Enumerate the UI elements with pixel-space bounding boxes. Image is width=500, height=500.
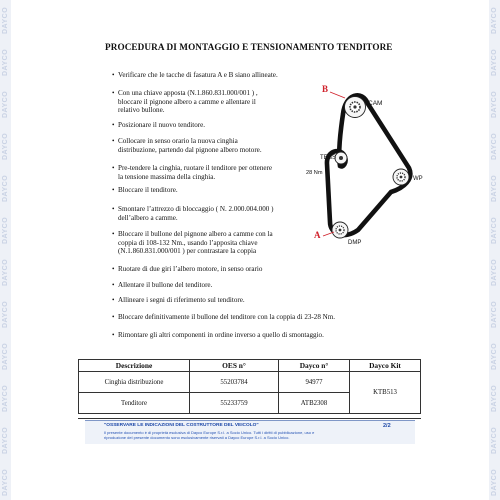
tensioner-pulley [335, 152, 347, 164]
dayco-watermark: DAYCO [2, 6, 9, 34]
step-text-line: dell’albero a camme. [118, 213, 178, 222]
timing-mark-a-arrow [323, 232, 334, 236]
footer-divider [78, 418, 421, 419]
dayco-watermark: DAYCO [2, 132, 9, 160]
step-text-line: Con una chiave apposta (N.1.860.831.000/001 ) , [118, 89, 258, 97]
footer-warning: "OSSERVARE LE INDICAZIONI DEL COSTRUTTORE DEL VEICOLO" [104, 423, 259, 428]
dayco-watermark: DAYCO [491, 342, 498, 370]
parts-table [78, 359, 421, 414]
procedure-step [112, 137, 318, 154]
procedure-step [112, 281, 318, 290]
right-watermark-stripe [489, 0, 500, 500]
bullet-icon: • [112, 230, 115, 238]
step-text-line: Verificare che le tacche di fasatura A e B siano allineate. [118, 71, 278, 79]
table-row [79, 372, 421, 393]
belt-routing-diagram [300, 84, 450, 244]
dayco-watermark: DAYCO [2, 468, 9, 496]
dayco-watermark: DAYCO [491, 216, 498, 244]
footer-legal-line-1: Il presente documento è di proprietà esclusiva di Dayco Europe S.r.l. a Socio Unico. Tutti i diritti di pubblicazione, uso e [104, 430, 315, 435]
dayco-watermark: DAYCO [2, 174, 9, 202]
cell-descrizione: Tenditore [79, 393, 190, 414]
step-text-line: Bloccare definitivamente il bullone del tenditore con la coppia di 23-28 Nm. [118, 313, 336, 321]
step-text-line: Allentare il bullone del tenditore. [118, 281, 213, 289]
bullet-icon: • [112, 89, 115, 97]
bullet-icon: • [112, 164, 115, 172]
step-text-line: Posizionare il nuovo tenditore. [118, 121, 206, 129]
step-text-line: bloccare il pignone albero a camme e allentare il [118, 97, 256, 106]
dayco-watermark: DAYCO [491, 468, 498, 496]
dayco-watermark: DAYCO [491, 174, 498, 202]
water-pump-pulley [393, 169, 409, 185]
dayco-watermark: DAYCO [491, 384, 498, 412]
timing-mark-a-label: A [314, 230, 321, 240]
step-text-line: Collocare in senso orario la nuova cinghia [118, 137, 238, 145]
page-number: 2/2 [383, 423, 391, 429]
procedure-step [112, 164, 318, 181]
timing-belt [327, 95, 410, 235]
cell-dayco: ATB2308 [279, 393, 350, 414]
step-text-line: distribuzione, partendo dal pignone albero motore. [118, 145, 262, 154]
timing-mark-b-label: B [322, 84, 329, 94]
bullet-icon: • [112, 313, 115, 321]
dayco-watermark: DAYCO [491, 300, 498, 328]
cell-oes: 55233759 [190, 393, 279, 414]
bullet-icon: • [112, 331, 115, 339]
procedure-step [112, 313, 336, 322]
procedure-step [112, 205, 318, 222]
step-text-line: Rimontare gli altri componenti in ordine inverso a quello di smontaggio. [118, 331, 324, 339]
bullet-icon: • [112, 121, 115, 129]
page-title: PROCEDURA DI MONTAGGIO E TENSIONAMENTO TENDITORE [105, 42, 393, 52]
dayco-watermark: DAYCO [2, 90, 9, 118]
procedure-step [112, 186, 318, 195]
cell-descrizione: Cinghia distribuzione [79, 372, 190, 393]
dayco-watermark: DAYCO [2, 300, 9, 328]
step-text-line: Pre-tendere la cinghia, ruotare il tenditore per ottenere [118, 164, 273, 172]
procedure-step [112, 296, 318, 305]
cell-oes: 55203784 [190, 372, 279, 393]
step-text-line: Allineare i segni di riferimento sul tenditore. [118, 296, 245, 304]
bullet-icon: • [112, 186, 115, 194]
procedure-step [112, 89, 318, 115]
cell-kit: KTB513 [350, 372, 421, 414]
procedure-step [112, 331, 324, 340]
torque-label: 28 Nm [306, 170, 323, 176]
step-text-line: la tensione massima della cinghia. [118, 172, 216, 181]
procedure-step [112, 265, 318, 274]
step-text-line: Bloccare il tenditore. [118, 186, 178, 194]
cell-dayco: 94977 [279, 372, 350, 393]
table-header-row [79, 360, 421, 372]
cam-pulley [345, 97, 366, 118]
dayco-watermark: DAYCO [2, 426, 9, 454]
bullet-icon: • [112, 265, 115, 273]
step-text-line: Bloccare il bullone del pignone albero a camme con la [118, 230, 273, 238]
timing-mark-b-arrow [330, 92, 345, 98]
col-dayco-kit: Dayco Kit [350, 360, 421, 372]
procedure-step [112, 121, 318, 130]
dayco-watermark: DAYCO [2, 48, 9, 76]
col-oes: OES n° [190, 360, 279, 372]
dayco-watermark: DAYCO [491, 132, 498, 160]
crank-pulley [332, 222, 348, 238]
col-descrizione: Descrizione [79, 360, 190, 372]
col-dayco: Dayco n° [279, 360, 350, 372]
dayco-watermark: DAYCO [2, 216, 9, 244]
tensioner-label: TENS [320, 155, 337, 161]
step-text-line: coppia di 108-132 Nm., usando l’apposita chiave [118, 238, 258, 247]
dayco-watermark: DAYCO [2, 384, 9, 412]
step-text-line: Smontare l’attrezzo di bloccaggio ( N. 2.000.004.000 ) [118, 205, 274, 213]
step-text-line: relativo bullone. [118, 106, 165, 115]
bullet-icon: • [112, 296, 115, 304]
footer-legal-line-2: riproduzione del presente documento sono esclusivamente riservati a Dayco Europe S.r.l. a Socio Unico. [104, 435, 290, 440]
step-text-line: (N.1.860.831.000/001 ) per contrastare la coppia [118, 247, 257, 256]
cam-label: CAM [368, 100, 383, 107]
damper-label: DMP [348, 240, 362, 244]
dayco-watermark: DAYCO [491, 90, 498, 118]
bullet-icon: • [112, 281, 115, 289]
left-watermark-stripe [0, 0, 11, 500]
procedure-step [112, 230, 318, 256]
dayco-watermark: DAYCO [491, 48, 498, 76]
step-text-line: Ruotare di due giri l’albero motore, in senso orario [118, 265, 263, 273]
bullet-icon: • [112, 137, 115, 145]
procedure-step [112, 71, 318, 80]
dayco-watermark: DAYCO [2, 342, 9, 370]
dayco-watermark: DAYCO [491, 426, 498, 454]
bullet-icon: • [112, 71, 115, 79]
water-pump-label: WP [413, 176, 423, 182]
dayco-watermark: DAYCO [491, 258, 498, 286]
bullet-icon: • [112, 205, 115, 213]
dayco-watermark: DAYCO [2, 258, 9, 286]
dayco-watermark: DAYCO [491, 6, 498, 34]
